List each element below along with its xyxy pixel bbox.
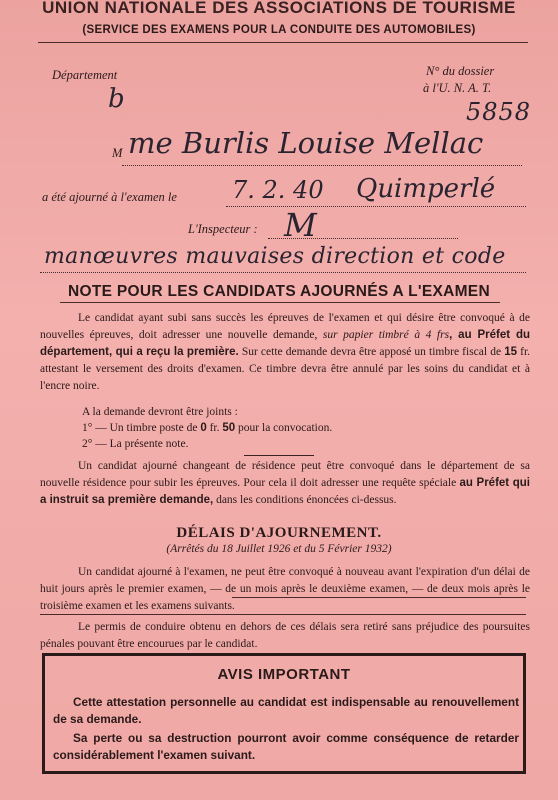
note-paragraph-2	[40, 458, 530, 509]
note-rule	[60, 302, 500, 303]
item1-text: 1° — Un timbre poste de	[82, 422, 198, 434]
candidate-name: me Burlis Louise Mellac	[128, 126, 484, 160]
organization-title: UNION NATIONALE DES ASSOCIATIONS DE TOURISME	[42, 0, 516, 17]
item1-centimes: 50	[222, 422, 236, 434]
avis-paragraph-2: Sa perte ou sa destruction pourront avoir comme conséquence de retarder considérablement l'examen suivant.	[53, 731, 519, 762]
note-p2-end: dans les conditions énoncées ci-dessus.	[216, 494, 397, 506]
note-paragraph-1	[40, 310, 530, 395]
note-title: NOTE POUR LES CANDIDATS AJOURNÉS A L'EXAMEN	[68, 283, 490, 300]
inspecteur-dotted-line	[268, 238, 458, 239]
item1-francs: 0	[200, 422, 207, 434]
item1-end: pour la convocation.	[238, 422, 333, 434]
inspecteur-initial: M	[284, 206, 317, 244]
note-p1-timbre: sur papier timbré à 4 frs	[322, 329, 450, 341]
note-p1-amount: 15	[504, 346, 517, 358]
item1-fr: fr.	[209, 422, 220, 434]
delais-underline-1	[232, 597, 526, 598]
avis-important-box	[42, 653, 526, 774]
note-p2-prefet: au Préfet qui a instruit sa première demande,	[40, 477, 531, 506]
delais-underline-2	[40, 614, 526, 615]
dossier-number: 5858	[466, 98, 532, 126]
departement-label: Département	[52, 68, 118, 82]
list-item-1	[82, 420, 332, 437]
candidate-prefix: M	[112, 146, 123, 160]
list-item-2: 2° — La présente note.	[82, 438, 189, 450]
dossier-label-2: à l'U. N. A. T.	[423, 81, 492, 95]
reason-dotted-line	[40, 272, 526, 273]
ajourne-label: a été ajourné à l'examen le	[42, 190, 177, 204]
ajourne-date: 7. 2. 40	[232, 176, 324, 204]
date-dotted-line	[226, 206, 526, 207]
note-p1-end: fr. attestant le versement des droits d'examen. Ce timbre devra être annulé par les soins du candidat et à l'encre noire.	[40, 346, 531, 392]
ajourne-place: Quimperlé	[356, 174, 496, 204]
delais-paragraph-2: Le permis de conduire obtenu en dehors de ces délais sera retiré sans préjudice des poursuites pénales pouvant être encourues par le candidat.	[40, 621, 530, 650]
departement-value: b	[108, 84, 125, 114]
note-p2-text: Un candidat ajourné changeant de résidence peut être convoqué dans le département de sa nouvelle résidence pour subir les épreuves. Pour cela il doit adresser une requête spéciale	[40, 460, 530, 489]
delais-subtitle: (Arrêtés du 18 Juillet 1926 et du 5 Février 1932)	[166, 543, 392, 555]
delais-paragraph-1: Un candidat ajourné à l'examen, ne peut être convoqué à nouveau avant l'expiration d'un délai de huit jours après le premier examen, — de un mois après le deuxième examen, — de deux mois après le troisième examen et les examens suivants.	[40, 566, 530, 612]
avis-title: AVIS IMPORTANT	[217, 666, 351, 683]
inspecteur-label: L'Inspecteur :	[188, 222, 258, 236]
delais-title: DÉLAIS D'AJOURNEMENT.	[176, 525, 382, 541]
name-dotted-line	[122, 165, 522, 166]
note-p1-text: Le candidat ayant subi sans succès les épreuves de l'examen et qui désire être convoqué à de nouvelles épreuves, doit adresser une nouvelle demande,	[40, 312, 530, 341]
ajournement-reason: manœuvres mauvaises direction et code	[44, 244, 506, 269]
header-rule	[38, 42, 528, 43]
avis-paragraph-1: Cette attestation personnelle au candidat est indispensable au renouvellement de sa demande.	[53, 695, 519, 726]
dossier-label-1: N° du dossier	[426, 64, 495, 78]
note-p1-timbre-fiscal: Sur cette demande devra être apposé un timbre fiscal de	[241, 346, 502, 358]
note-separator	[244, 455, 314, 456]
note-p1-prefet: , au Préfet du département, qui a reçu la première.	[40, 329, 530, 358]
organization-subtitle: (SERVICE DES EXAMENS POUR LA CONDUITE DES AUTOMOBILES)	[82, 24, 476, 36]
list-intro: A la demande devront être joints :	[82, 406, 238, 418]
